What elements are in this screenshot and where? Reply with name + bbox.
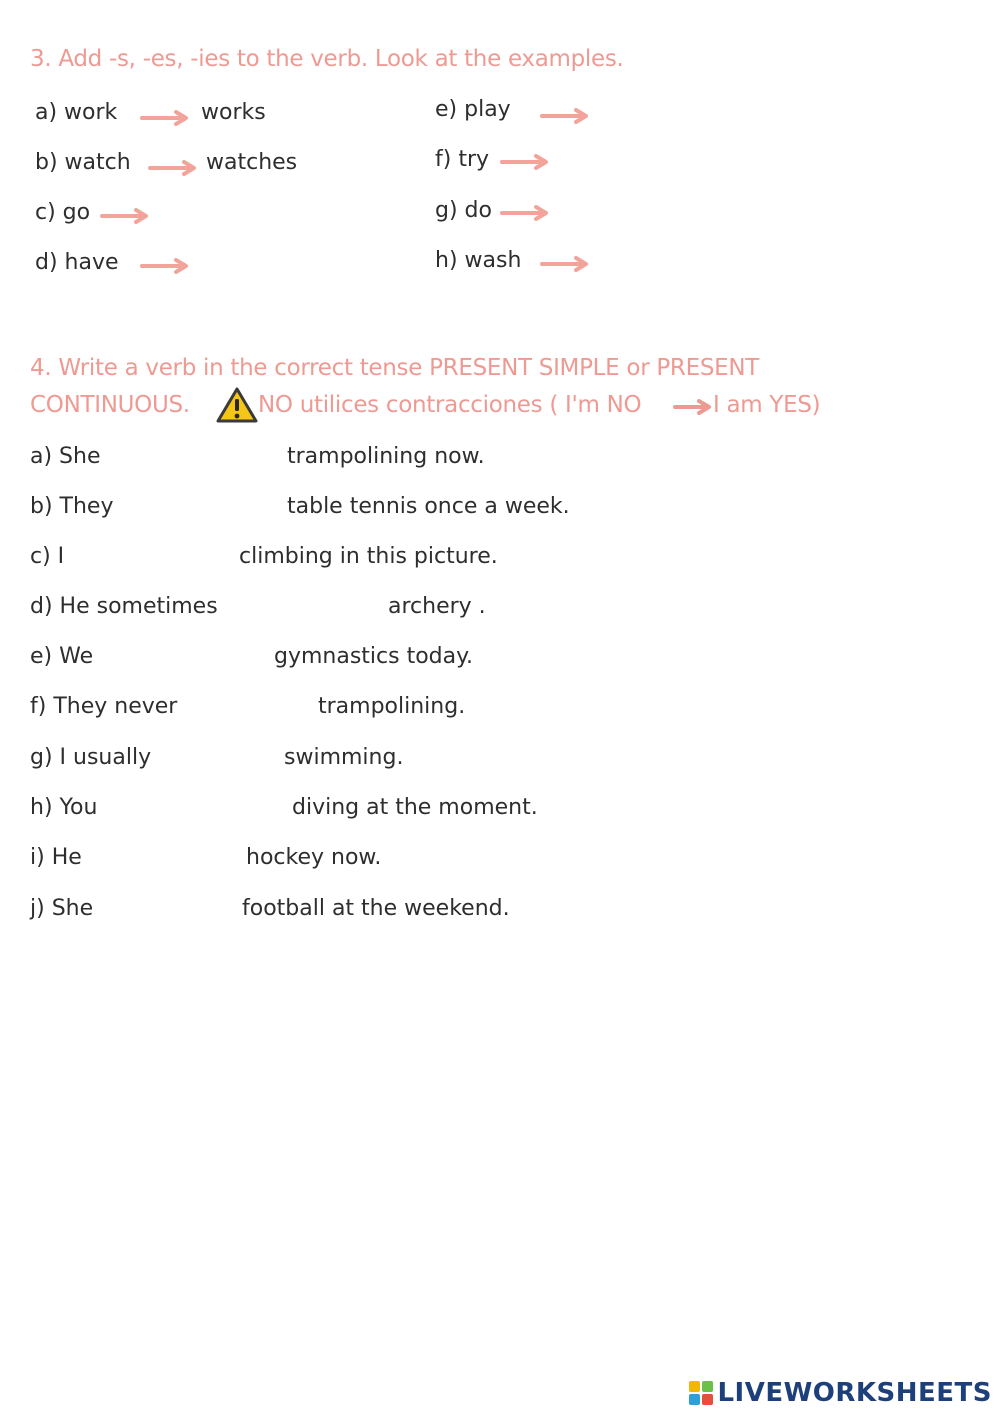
verb-c-label: c) go xyxy=(35,200,91,225)
verb-h-label: h) wash xyxy=(435,248,522,273)
sentence-c-end: climbing in this picture. xyxy=(239,544,498,569)
right-arrow-icon xyxy=(148,160,198,176)
sentence-d-end: archery . xyxy=(388,594,486,619)
verb-d-answer-input[interactable] xyxy=(198,248,402,280)
sentence-e-end: gymnastics today. xyxy=(274,644,473,669)
section-4-heading-line-2c: I am YES) xyxy=(713,392,821,418)
sentence-i-end: hockey now. xyxy=(246,845,382,870)
sentence-f-start: f) They never xyxy=(30,694,178,719)
sentence-a-input[interactable] xyxy=(120,442,284,474)
sentence-f-end: trampolining. xyxy=(318,694,466,719)
verb-h-answer-input[interactable] xyxy=(598,246,842,278)
verb-a-answer: works xyxy=(201,100,266,125)
sentence-a-end: trampolining now. xyxy=(287,444,485,469)
sentence-d-input[interactable] xyxy=(240,592,384,624)
sentence-b-input[interactable] xyxy=(125,492,284,524)
sentence-d-start: d) He sometimes xyxy=(30,594,218,619)
sentence-a-start: a) She xyxy=(30,444,101,469)
sentence-h-end: diving at the moment. xyxy=(292,795,538,820)
right-arrow-icon xyxy=(500,205,550,221)
sentence-j-end: football at the weekend. xyxy=(242,896,510,921)
right-arrow-icon xyxy=(540,108,590,124)
section-3-heading: 3. Add -s, -es, -ies to the verb. Look at the examples. xyxy=(30,46,624,72)
warning-triangle-icon xyxy=(216,386,258,424)
right-arrow-icon xyxy=(673,399,713,415)
sentence-e-start: e) We xyxy=(30,644,94,669)
sentence-b-end: table tennis once a week. xyxy=(287,494,570,519)
section-4-heading-line-2b: NO utilices contracciones ( I'm NO xyxy=(258,392,642,418)
liveworksheets-logo xyxy=(689,1378,992,1408)
sentence-c-input[interactable] xyxy=(70,542,234,574)
sentence-e-input[interactable] xyxy=(105,642,269,674)
section-4-heading-line-2a: CONTINUOUS. xyxy=(30,392,190,418)
sentence-g-end: swimming. xyxy=(284,745,404,770)
right-arrow-icon xyxy=(140,258,190,274)
sentence-j-input[interactable] xyxy=(100,894,238,926)
liveworksheets-brand-text: LIVEWORKSHEETS xyxy=(717,1378,992,1408)
verb-g-answer-input[interactable] xyxy=(558,195,802,227)
verb-d-label: d) have xyxy=(35,250,119,275)
sentence-j-start: j) She xyxy=(30,896,94,921)
sentence-f-input[interactable] xyxy=(188,692,314,724)
verb-b-answer: watches xyxy=(206,150,298,175)
sentence-g-input[interactable] xyxy=(160,743,280,775)
sentence-c-start: c) I xyxy=(30,544,65,569)
section-4-heading-line-1: 4. Write a verb in the correct tense PRESENT SIMPLE or PRESENT xyxy=(30,355,760,381)
verb-b-label: b) watch xyxy=(35,150,131,175)
sentence-h-start: h) You xyxy=(30,795,98,820)
verb-c-answer-input[interactable] xyxy=(158,198,382,230)
right-arrow-icon xyxy=(100,208,150,224)
sentence-b-start: b) They xyxy=(30,494,114,519)
right-arrow-icon xyxy=(500,154,550,170)
right-arrow-icon xyxy=(140,110,190,126)
verb-f-label: f) try xyxy=(435,147,490,172)
verb-f-answer-input[interactable] xyxy=(558,144,802,176)
sentence-i-input[interactable] xyxy=(90,843,242,875)
verb-e-answer-input[interactable] xyxy=(598,98,842,130)
right-arrow-icon xyxy=(540,256,590,272)
verb-g-label: g) do xyxy=(435,198,492,223)
sentence-i-start: i) He xyxy=(30,845,82,870)
sentence-h-input[interactable] xyxy=(112,793,286,825)
verb-e-label: e) play xyxy=(435,97,511,122)
verb-a-label: a) work xyxy=(35,100,118,125)
liveworksheets-logo-icon xyxy=(689,1381,713,1405)
sentence-g-start: g) I usually xyxy=(30,745,152,770)
